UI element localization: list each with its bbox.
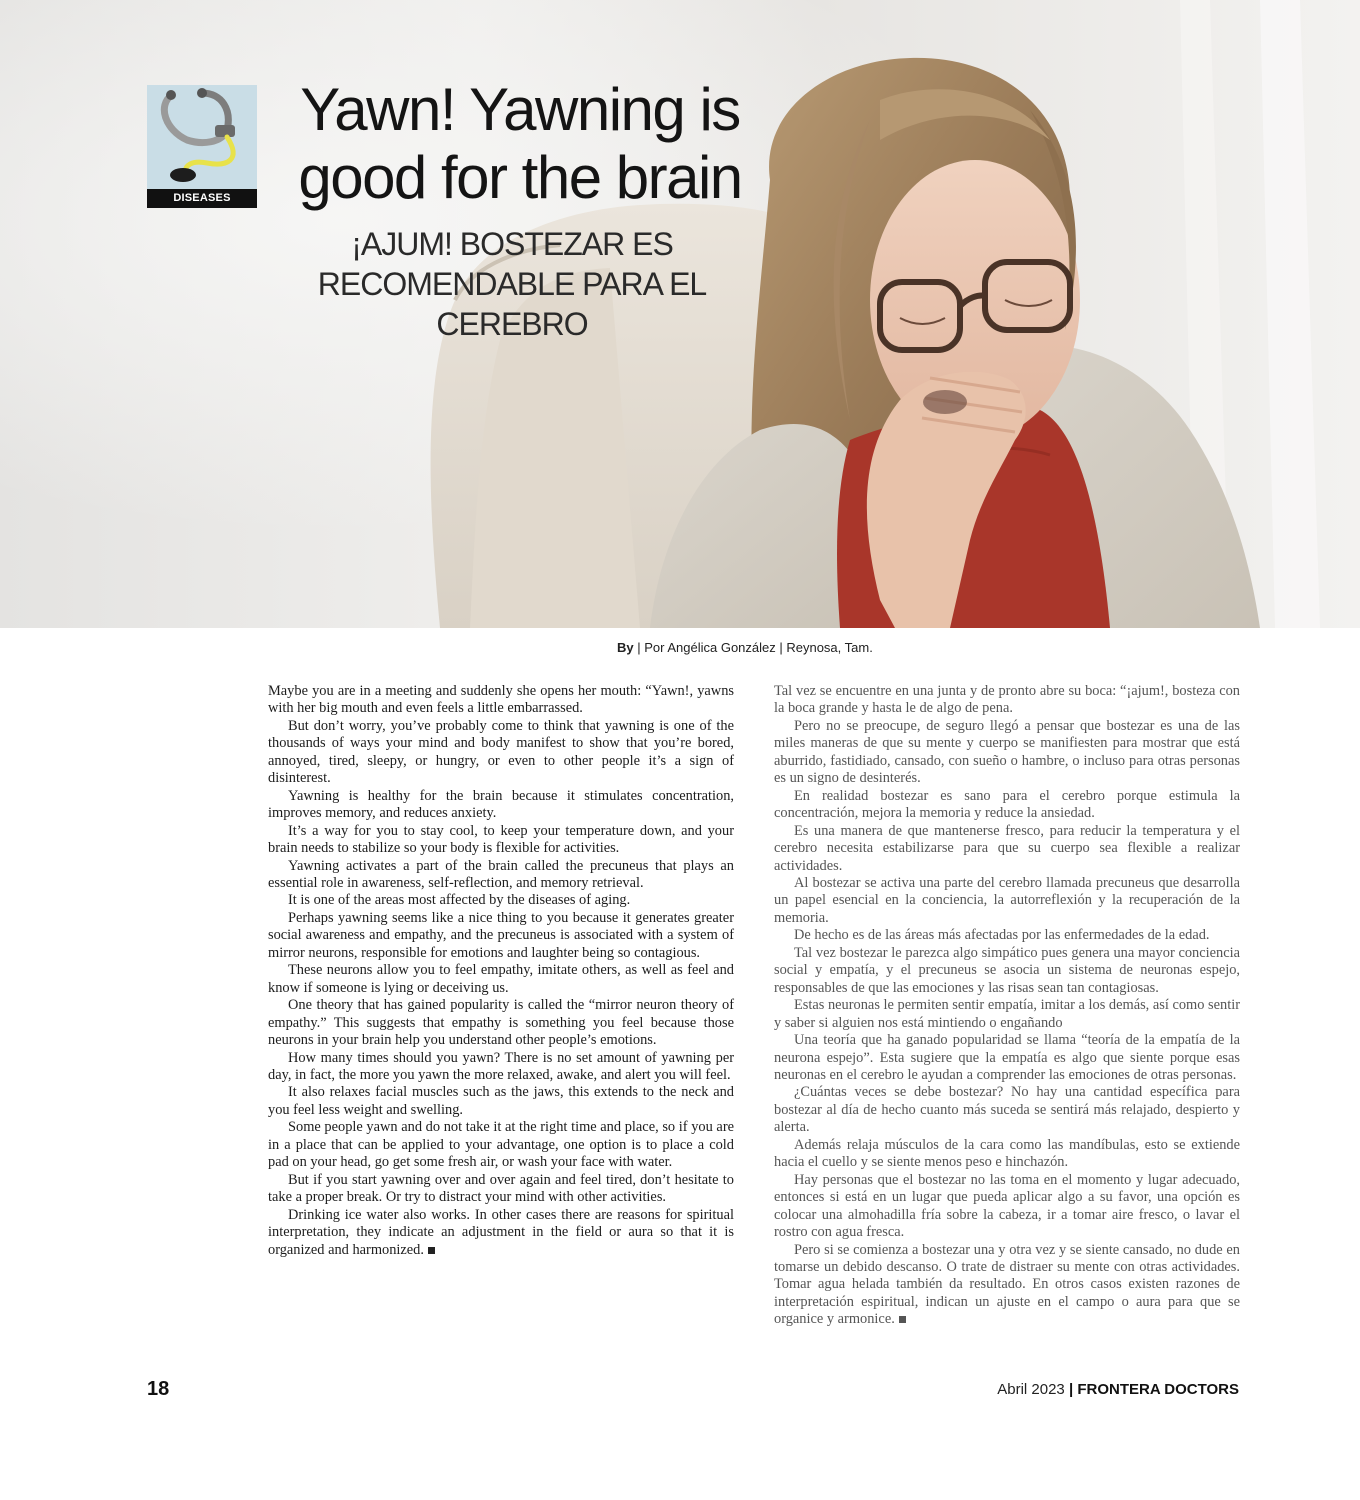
footer-separator: | [1064, 1381, 1078, 1398]
paragraph-en: It also relaxes facial muscles such as the jaws, this extends to the neck and you feel less weight and swelling. [268, 1084, 734, 1118]
article-subtitle: ¡AJUM! BOSTEZAR ES RECOMENDABLE PARA EL CEREBRO [317, 226, 707, 342]
paragraph-es: ¿Cuántas veces se debe bostezar? No hay una cantidad específica para bostezar al día de hecho cuanto más suceda se sentirá más relajado, despierto y alerta. [774, 1084, 1240, 1136]
paragraph-es: Tal vez se encuentre en una junta y de pronto abre su boca: “¡ajum!, bosteza con la boca grande y hasta le de algo de pena. [774, 683, 1240, 717]
footer-publication [997, 1381, 1239, 1398]
article-body-spanish [774, 683, 1240, 1329]
byline-author: | Por Angélica González | Reynosa, Tam. [633, 640, 873, 655]
article-title: Yawn! Yawning is good for the brain [298, 76, 742, 211]
paragraph-en: Maybe you are in a meeting and suddenly she opens her mouth: “Yawn!, yawns with her big mouth and even feels a little embarrassed. [268, 683, 734, 717]
byline-by: By [617, 640, 634, 655]
article-body-english [268, 683, 734, 1259]
paragraph-es: Estas neuronas le permiten sentir empatía, imitar a los demás, así como sentir y saber si alguien nos está mintiendo o engañando [774, 997, 1240, 1031]
publication-name: FRONTERA DOCTORS [1077, 1381, 1239, 1398]
paragraph-en-last-text: Drinking ice water also works. In other cases there are reasons for spiritual interpretation, they indicate an adjustment in the field or aura so that it is organized and harmonized. [268, 1206, 734, 1258]
paragraph-en: Yawning activates a part of the brain called the precuneus that plays an essential role in awareness, self-reflection, and memory retrieval. [268, 857, 734, 891]
end-of-article-mark [899, 1316, 906, 1323]
paragraph-es: Es una manera de que mantenerse fresco, para reducir la temperatura y el cerebro necesita estabilizarse para que su cuerpo sea flexible a realizar actividades. [774, 822, 1240, 874]
paragraph-es: En realidad bostezar es sano para el cerebro porque estimula la concentración, mejora la memoria y reduce la ansiedad. [774, 787, 1240, 822]
paragraph-es-last [774, 1242, 1240, 1329]
paragraph-en: But if you start yawning over and over again and feel tired, don’t hesitate to take a proper break. Or try to distract your mind with other activities. [268, 1171, 734, 1206]
paragraph-es: Hay personas que el bostezar no las toma en el momento y lugar adecuado, entonces si está en un lugar que pueda aplicar algo a su favor, una opción es colocar una almohadilla fría sobre la cabeza, ir a tomar aire fresco, o lavar el rostro con agua fresca. [774, 1171, 1240, 1241]
paragraph-en: It’s a way for you to stay cool, to keep your temperature down, and your brain needs to stabilize so your body is flexible for activities. [268, 822, 734, 857]
paragraph-en: But don’t worry, you’ve probably come to think that yawning is one of the thousands of ways your mind and body manifest to show that you’re bored, annoyed, tired, sleepy, or hungry, or even to other people it’s a sign of disinterest. [268, 717, 734, 787]
paragraph-es: Tal vez bostezar le parezca algo simpático pues genera una mayor conciencia social y empatía, y el precuneus se asocia un sistema de neuronas espejo, responsables de que las emociones y las risas sean tan contagiosas. [774, 944, 1240, 996]
paragraph-es: De hecho es de las áreas más afectadas por las enfermedades de la edad. [794, 927, 1210, 944]
paragraph-en: One theory that has gained popularity is called the “mirror neuron theory of empathy.” This suggests that empathy is something you feel because those neurons in your brain help you understand other people’s emotions. [268, 997, 734, 1049]
paragraph-en: These neurons allow you to feel empathy, imitate others, as well as feel and know if someone is lying or deceiving us. [268, 962, 734, 996]
paragraph-en: Some people yawn and do not take it at the right time and place, so if you are in a place that can be applied to your advantage, one option is to place a cold pad on your head, go get some fresh air, or wash your face with water. [268, 1119, 734, 1171]
paragraph-en: It is one of the areas most affected by the diseases of aging. [288, 892, 631, 909]
paragraph-en: Yawning is healthy for the brain because it stimulates concentration, improves memory, and reduces anxiety. [268, 787, 734, 822]
paragraph-es: Una teoría que ha ganado popularidad se llama “teoría de la empatía de la neurona espejo”. Esta sugiere que la empatía es algo que siente porque esas neuronas en el cerebro le ayudan a comprender las emociones de otras personas. [774, 1032, 1240, 1083]
section-badge [147, 85, 257, 208]
paragraph-en: How many times should you yawn? There is no set amount of yawning per day, in fact, the more you yawn the more relaxed, awake, and alert you will feel. [268, 1049, 734, 1083]
paragraph-es-last-text: Pero si se comienza a bostezar una y otra vez y se siente cansado, no dude en tomarse un debido descanso. O trate de distraer su mente con otras actividades. Tomar agua helada también da resultado. En otros casos existen razones de interpretación espiritual, indican un ajuste en el campo o aura para que se organice y armonice. [774, 1241, 1240, 1328]
paragraph-en: Perhaps yawning seems like a nice thing to you because it generates greater social awareness and empathy, and the precuneus is associated with a system of mirror neurons, responsible for emotions and laughter being so contagious. [268, 909, 734, 961]
page-number: 18 [147, 1378, 170, 1400]
paragraph-es: Además relaja músculos de la cara como las mandíbulas, esto se extiende hacia el cuello y se siente menos peso e hinchazón. [774, 1136, 1240, 1171]
end-of-article-mark [428, 1247, 435, 1254]
paragraph-es: Pero no se preocupe, de seguro llegó a pensar que bostezar es una de las miles maneras de que su mente y cuerpo se manifiesten para mostrar que está aburrido, fastidiado, cansado, con sueño o hambre, o incluso para otras personas es un signo de desinterés. [774, 717, 1240, 787]
paragraph-en-last [268, 1207, 734, 1259]
issue-date: Abril 2023 [997, 1381, 1065, 1398]
badge-art [147, 85, 257, 189]
paragraph-es: Al bostezar se activa una parte del cerebro llamada precuneus que desarrolla un papel esencial en la conciencia, la autorreflexión y la recuperación de la memoria. [774, 874, 1240, 926]
badge-label: DISEASES [147, 189, 257, 208]
stethoscope-icon [147, 85, 257, 189]
